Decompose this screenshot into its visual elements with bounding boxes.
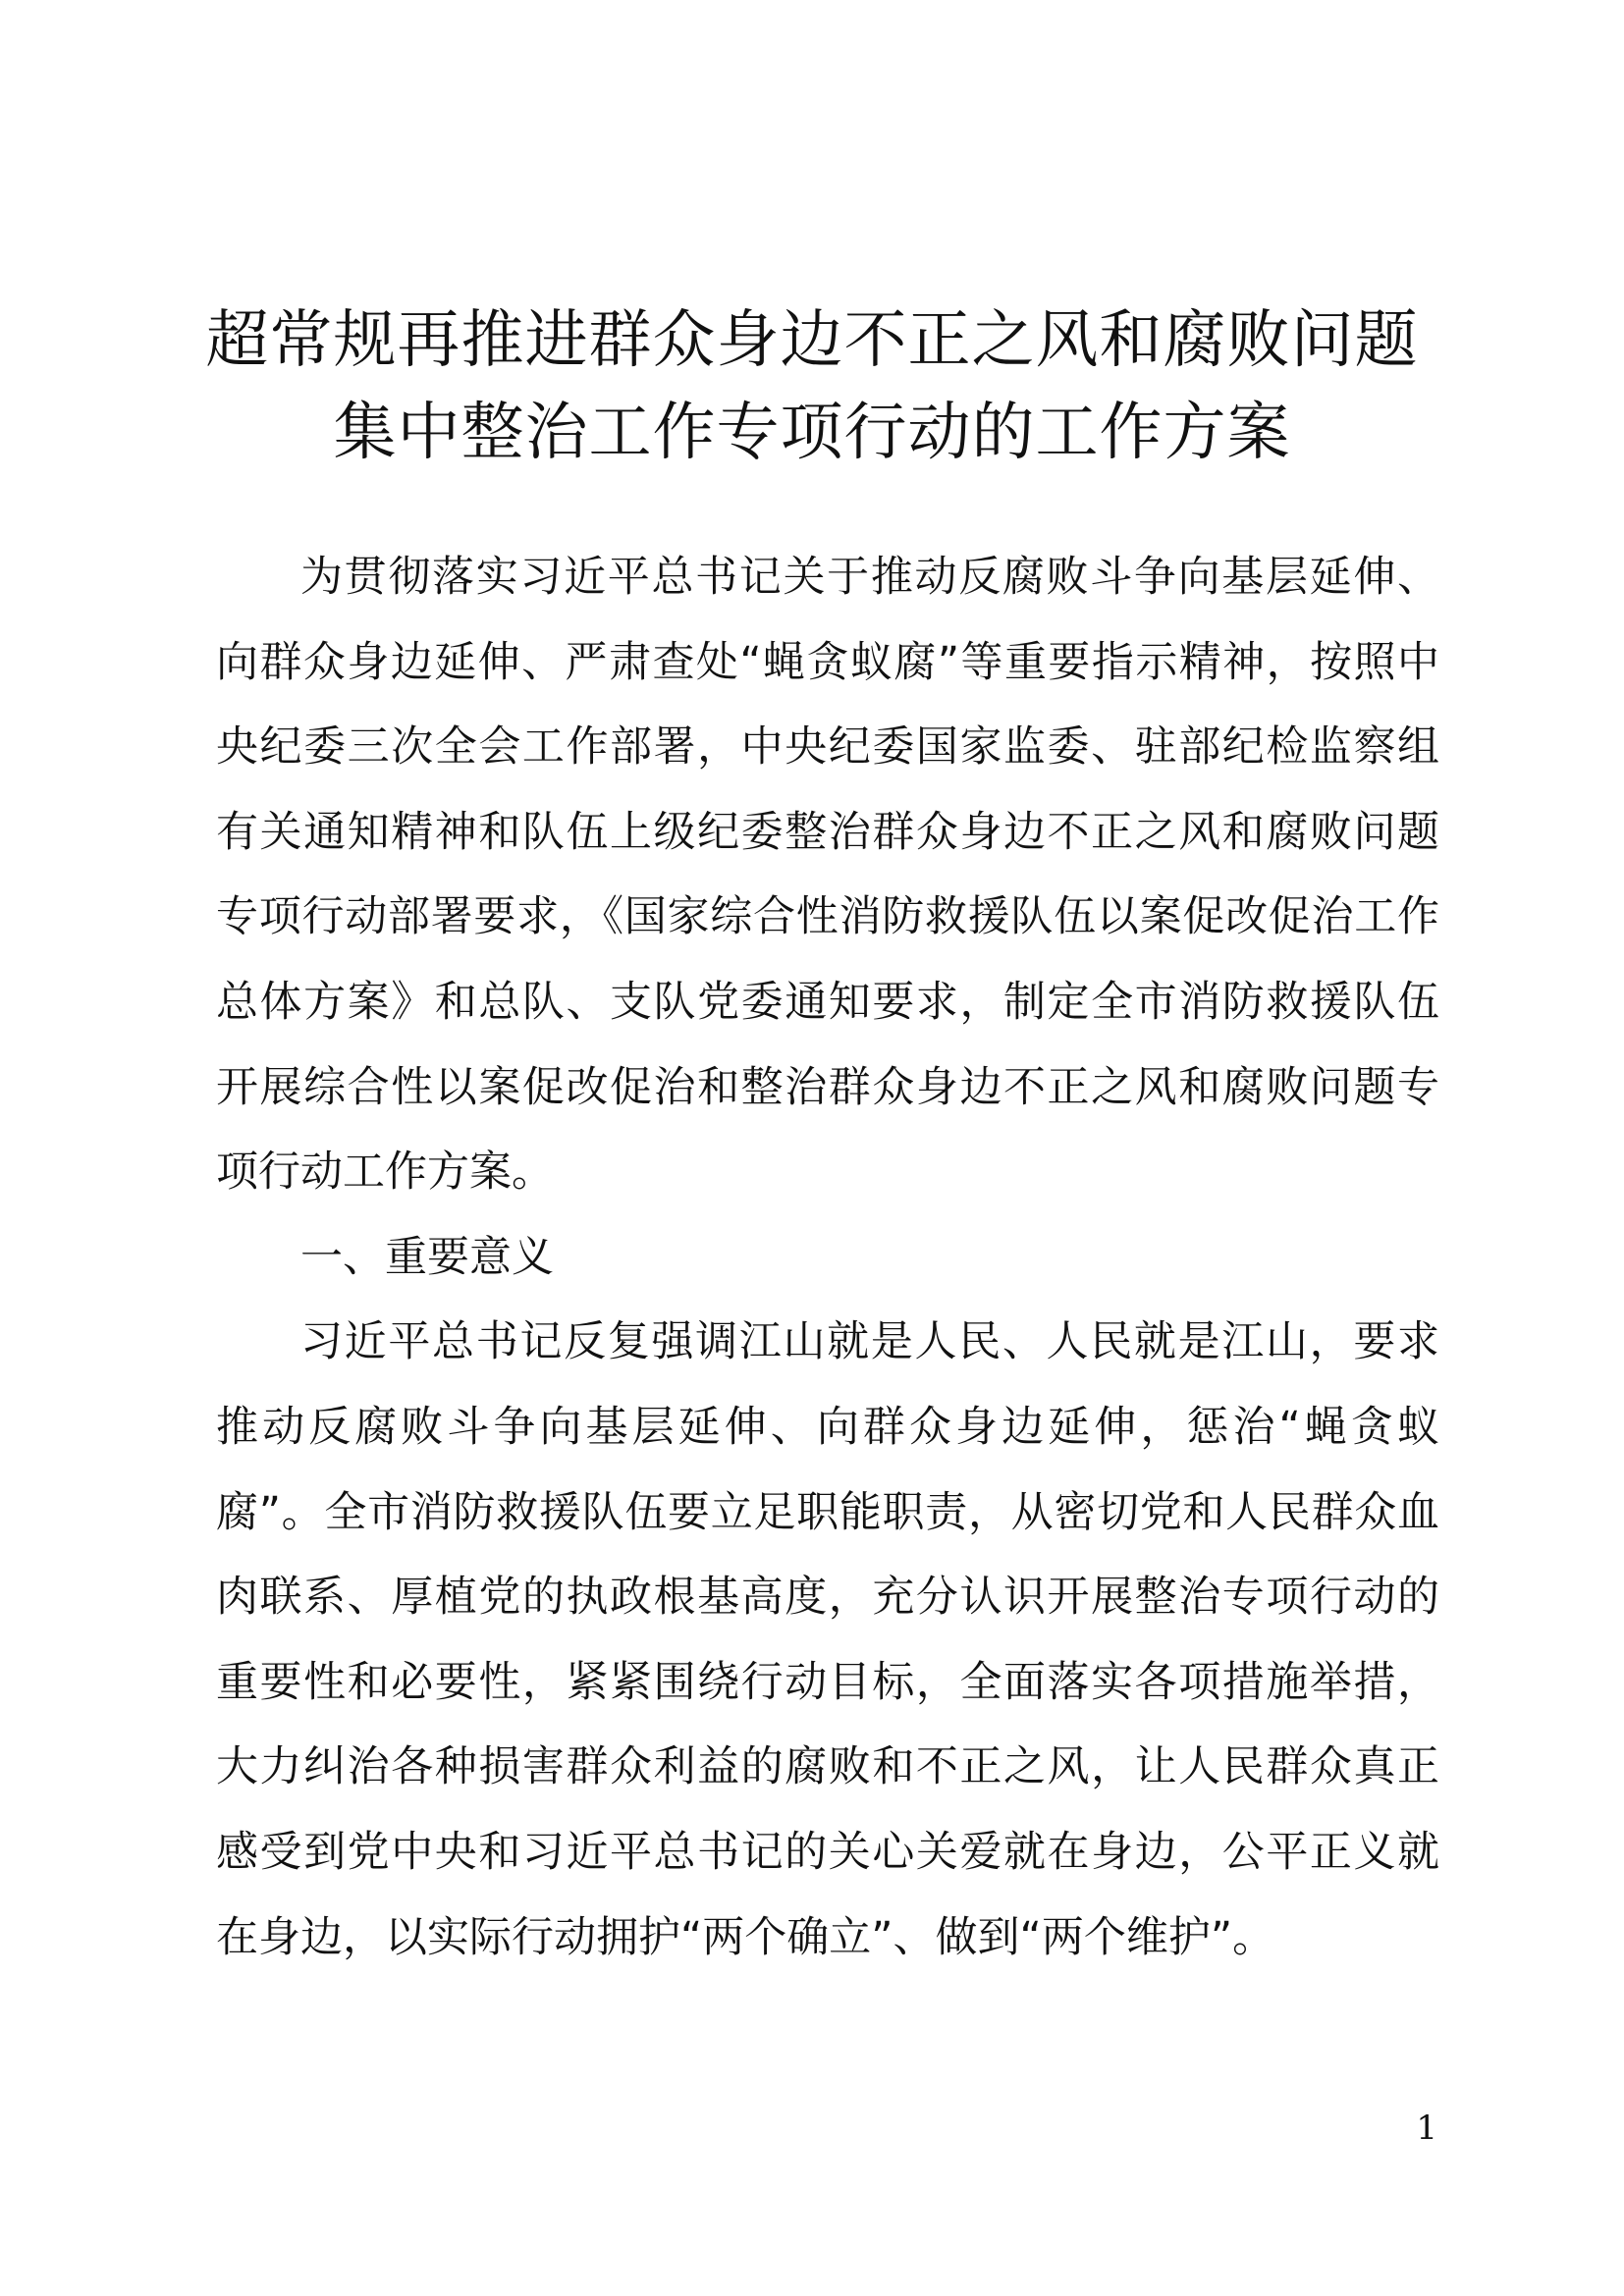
title-line-2: 集中整治工作专项行动的工作方案	[333, 397, 1291, 469]
title-line-1: 超常规再推进群众身边不正之风和腐败问题	[205, 304, 1419, 377]
intro-paragraph: 为贯彻落实习近平总书记关于推动反腐败斗争向基层延伸、向群众身边延伸、严肃查处“蝇贪蚁腐”等重要指示精神，按照中央纪委三次全会工作部署，中央纪委国家监委、驻部纪检监察组有关通知精神和队伍上级纪委整治群众身边不正之风和腐败问题专项行动部署要求，《国家综合性消防救援队伍以案促改促治工作总体方案》和总队、支队党委通知要求，制定全市消防救援队伍开展综合性以案促改促治和整治群众身边不正之风和腐败问题专项行动工作方案。	[216, 553, 1439, 1198]
page-number: 1	[1416, 2109, 1437, 2148]
section-heading-significance: 一、重要意义	[300, 1232, 554, 1282]
section-paragraph-significance: 习近平总书记反复强调江山就是人民、人民就是江山，要求推动反腐败斗争向基层延伸、向群众身边延伸，惩治“蝇贪蚁腐”。全市消防救援队伍要立足职能职责，从密切党和人民群众血肉联系、厚植党的执政根基高度，充分认识开展整治专项行动的重要性和必要性，紧紧围绕行动目标，全面落实各项措施举措，大力纠治各种损害群众利益的腐败和不正之风，让人民群众真正感受到党中央和习近平总书记的关心关爱就在身边，公平正义就在身边，以实际行动拥护“两个确立”、做到“两个维护”。	[216, 1317, 1439, 1962]
document-title	[196, 294, 1428, 479]
document-body	[216, 535, 1439, 1980]
